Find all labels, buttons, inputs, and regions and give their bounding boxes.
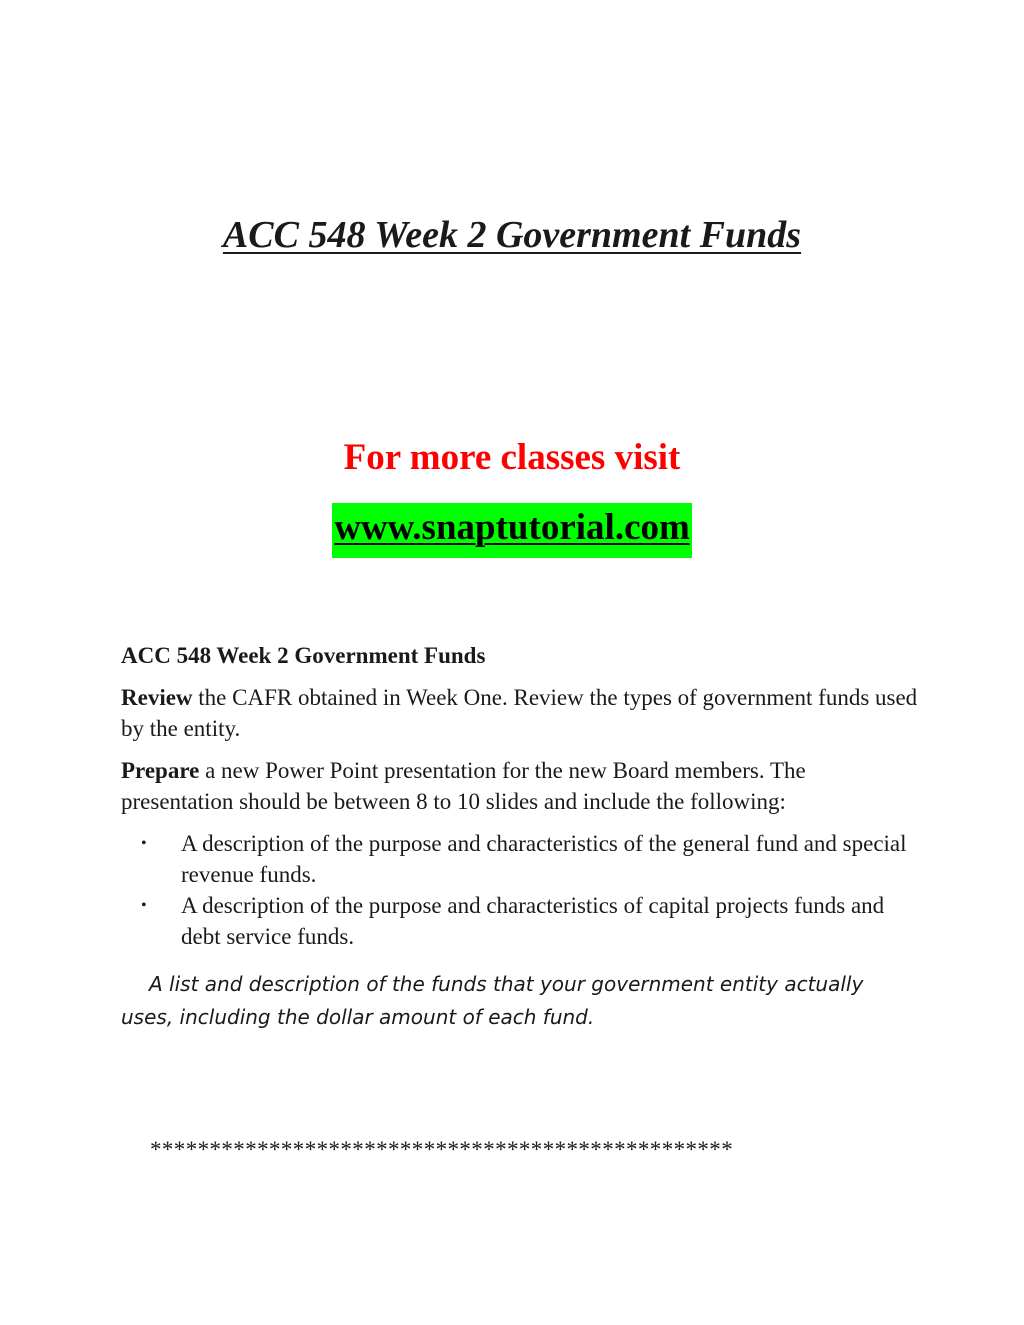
section-heading: ACC 548 Week 2 Government Funds (121, 643, 486, 668)
site-link-wrapper (0, 503, 1024, 558)
requirements-list (121, 828, 921, 952)
bullet-icon: • (141, 897, 147, 914)
prepare-paragraph (121, 755, 921, 817)
document-body (121, 640, 921, 1045)
bullet-icon: • (141, 835, 147, 852)
list-item-text: A description of the purpose and characteristics of the general fund and special revenue funds. (181, 831, 907, 887)
review-paragraph (121, 682, 921, 744)
review-label: Review (121, 685, 193, 710)
site-link[interactable]: www.snaptutorial.com (332, 503, 692, 558)
list-item (121, 890, 921, 952)
page-title: ACC 548 Week 2 Government Funds (222, 214, 802, 256)
promo-text: For more classes visit (343, 437, 681, 478)
italic-note: A list and description of the funds that your government entity actually uses, including the dollar amount of each fund. (121, 972, 864, 1029)
list-item-text: A description of the purpose and characteristics of capital projects funds and debt service funds. (181, 893, 885, 949)
review-text: the CAFR obtained in Week One. Review the types of government funds used by the entity. (121, 685, 918, 741)
prepare-text: a new Power Point presentation for the new Board members. The presentation should be between 8 to 10 slides and include the following: (121, 758, 806, 814)
prepare-label: Prepare (121, 758, 200, 783)
separator-line: ************************************************* (150, 1137, 734, 1162)
list-item (121, 828, 921, 890)
